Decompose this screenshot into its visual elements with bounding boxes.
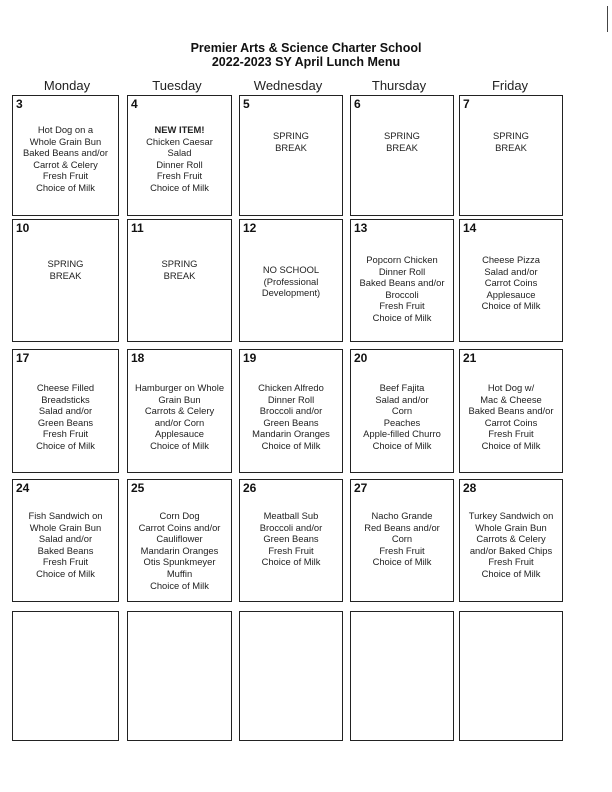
day-cell — [127, 95, 232, 216]
menu-items — [353, 510, 451, 568]
menu-line: Whole Grain Bun — [475, 521, 547, 533]
menu-line: Choice of Milk — [372, 311, 432, 323]
day-header-thursday: Thursday — [371, 78, 427, 93]
menu-line: Muffin — [166, 567, 193, 579]
menu-line: Choice of Milk — [36, 567, 95, 579]
menu-items — [130, 382, 229, 452]
menu-line: Choice of Milk — [150, 579, 209, 591]
day-cell — [239, 349, 343, 473]
day-cell — [239, 219, 343, 342]
menu-line: Carrot Coins and/or — [138, 521, 221, 533]
day-cell — [350, 95, 454, 216]
day-cell — [12, 219, 119, 342]
menu-line: BREAK — [495, 141, 527, 153]
menu-line: Corn — [391, 533, 413, 545]
menu-line: Carrots & Celery — [144, 405, 215, 417]
menu-items — [353, 130, 451, 153]
school-name: Premier Arts & Science Charter School — [190, 41, 422, 55]
menu-line: Fish Sandwich on — [28, 510, 103, 521]
day-number: 17 — [16, 351, 30, 365]
day-cell — [350, 479, 454, 602]
day-header-friday: Friday — [491, 78, 529, 93]
menu-line: SPRING — [384, 130, 420, 141]
menu-line: Choice of Milk — [372, 556, 432, 568]
day-number: 14 — [463, 221, 477, 235]
menu-line: Salad and/or — [484, 265, 538, 277]
menu-line: Fresh Fruit — [42, 170, 89, 182]
day-number: 13 — [354, 221, 368, 235]
day-cell — [12, 611, 119, 741]
menu-line: Breadsticks — [41, 393, 90, 405]
menu-line: Baked Beans and/or — [359, 277, 445, 289]
menu-line: Turkey Sandwich on — [468, 510, 554, 521]
menu-line: BREAK — [275, 141, 307, 153]
menu-line: Choice of Milk — [150, 181, 209, 193]
menu-line: (Professional — [263, 275, 319, 287]
menu-line: BREAK — [386, 141, 418, 153]
menu-line: Dinner Roll — [378, 265, 426, 277]
menu-line: Whole Grain Bun — [29, 521, 102, 533]
day-number: 21 — [463, 351, 477, 365]
day-number: 12 — [243, 221, 257, 235]
menu-line: and/or Baked Chips — [469, 544, 553, 556]
menu-line: Hamburger on Whole — [134, 382, 225, 393]
menu-line: and/or Corn — [154, 416, 205, 428]
day-cell — [127, 479, 232, 602]
menu-line: Carrot Coins — [484, 277, 538, 289]
menu-line: Dinner Roll — [267, 393, 315, 405]
day-header-monday: Monday — [43, 78, 91, 93]
menu-line: Broccoli and/or — [259, 405, 323, 417]
day-number: 7 — [463, 97, 470, 111]
menu-items — [242, 130, 340, 153]
menu-line: Red Beans and/or — [364, 521, 440, 533]
menu-line: Fresh Fruit — [379, 544, 425, 556]
menu-line: Chicken Caesar — [146, 135, 213, 147]
day-number: 18 — [131, 351, 145, 365]
day-cell — [12, 479, 119, 602]
menu-line: Fresh Fruit — [156, 170, 203, 182]
menu-line: Popcorn Chicken — [366, 254, 438, 265]
menu-line: Cheese Filled — [36, 382, 95, 393]
menu-items — [242, 264, 340, 299]
menu-line: Carrots & Celery — [476, 533, 546, 545]
day-number: 6 — [354, 97, 361, 111]
day-number: 5 — [243, 97, 250, 111]
menu-line: Salad and/or — [375, 393, 429, 405]
menu-items — [130, 510, 229, 591]
menu-line: Green Beans — [263, 416, 319, 428]
day-cell — [459, 349, 563, 473]
menu-line: Green Beans — [263, 533, 319, 545]
menu-line: Corn Dog — [159, 510, 200, 521]
menu-line: Whole Grain Bun — [29, 135, 102, 147]
menu-line: Choice of Milk — [150, 439, 209, 451]
menu-line: BREAK — [49, 269, 82, 281]
menu-items — [15, 124, 116, 194]
menu-line: Grain Bun — [158, 393, 201, 405]
menu-line: Mandarin Oranges — [252, 428, 330, 440]
menu-line: Nacho Grande — [371, 510, 433, 521]
menu-line: SPRING — [161, 258, 198, 269]
menu-line: Baked Beans and/or — [23, 147, 108, 159]
day-cell — [350, 611, 454, 741]
menu-line: Salad and/or — [38, 405, 93, 417]
menu-items — [462, 254, 560, 312]
menu-line: Mandarin Oranges — [140, 544, 219, 556]
day-cell — [127, 349, 232, 473]
menu-items — [130, 124, 229, 194]
menu-line: Corn — [391, 405, 413, 417]
day-cell — [459, 479, 563, 602]
menu-items — [15, 510, 116, 580]
menu-line: Fresh Fruit — [379, 300, 425, 312]
menu-line: Choice of Milk — [481, 300, 541, 312]
menu-line: Hot Dog on a — [37, 124, 94, 135]
menu-items — [130, 258, 229, 281]
day-number: 27 — [354, 481, 368, 495]
menu-line: Choice of Milk — [36, 439, 95, 451]
menu-title: 2022-2023 SY April Lunch Menu — [211, 55, 401, 69]
menu-line: Applesauce — [155, 428, 204, 440]
scan-edge-mark — [607, 6, 608, 32]
menu-line: Choice of Milk — [481, 567, 541, 579]
menu-items — [353, 382, 451, 452]
menu-line: Carrot Coins — [484, 416, 538, 428]
day-cell — [350, 349, 454, 473]
menu-items — [15, 258, 116, 281]
menu-line: SPRING — [47, 258, 84, 269]
menu-line: Peaches — [383, 416, 421, 428]
menu-line: Chicken Alfredo — [258, 382, 324, 393]
day-header-wednesday: Wednesday — [253, 78, 323, 93]
menu-items — [15, 382, 116, 452]
day-cell — [239, 95, 343, 216]
day-cell — [459, 611, 563, 741]
day-cell — [459, 95, 563, 216]
day-cell — [239, 479, 343, 602]
menu-line: Fresh Fruit — [488, 428, 534, 440]
menu-line: Dinner Roll — [156, 158, 203, 170]
menu-line: Cauliflower — [156, 533, 203, 545]
menu-line: Green Beans — [37, 416, 94, 428]
menu-line: Choice of Milk — [36, 181, 95, 193]
menu-line: Hot Dog w/ — [487, 382, 535, 393]
menu-line: Salad and/or — [38, 533, 93, 545]
menu-line: Meatball Sub — [263, 510, 319, 521]
menu-line: Choice of Milk — [481, 439, 541, 451]
day-number: 20 — [354, 351, 368, 365]
menu-line: Fresh Fruit — [488, 556, 534, 568]
menu-line: Baked Beans and/or — [468, 405, 554, 417]
day-number: 11 — [131, 221, 144, 235]
menu-line: Applesauce — [486, 288, 536, 300]
day-cell — [459, 219, 563, 342]
menu-line: Apple-filled Churro — [363, 428, 441, 440]
menu-line: BREAK — [163, 269, 196, 281]
menu-line: Beef Fajita — [379, 382, 425, 393]
menu-items — [462, 510, 560, 580]
menu-line: SPRING — [273, 130, 309, 141]
menu-line: NO SCHOOL — [262, 264, 320, 275]
day-number: 4 — [131, 97, 138, 111]
menu-line: Development) — [261, 287, 321, 299]
day-number: 3 — [16, 97, 23, 111]
menu-line: Salad — [167, 147, 192, 159]
menu-line: Broccoli — [385, 288, 419, 300]
day-number: 10 — [16, 221, 30, 235]
menu-line: Choice of Milk — [261, 556, 321, 568]
menu-line: Otis Spunkmeyer — [143, 556, 216, 568]
menu-items — [462, 130, 560, 153]
day-cell — [12, 95, 119, 216]
new-item-label: NEW ITEM! — [154, 124, 205, 135]
day-cell — [239, 611, 343, 741]
menu-items — [353, 254, 451, 324]
day-cell — [127, 611, 232, 741]
day-header-tuesday: Tuesday — [152, 78, 202, 93]
menu-items — [462, 382, 560, 452]
day-cell — [350, 219, 454, 342]
menu-line: Broccoli and/or — [259, 521, 323, 533]
menu-line: Cheese Pizza — [482, 254, 540, 265]
menu-line: Choice of Milk — [261, 439, 321, 451]
menu-line: Baked Beans — [37, 544, 94, 556]
menu-items — [242, 510, 340, 568]
day-number: 24 — [16, 481, 30, 495]
menu-line: SPRING — [493, 130, 529, 141]
menu-line: Choice of Milk — [372, 439, 432, 451]
day-cell — [12, 349, 119, 473]
menu-line: Mac & Cheese — [480, 393, 542, 405]
day-number: 19 — [243, 351, 257, 365]
day-number: 26 — [243, 481, 257, 495]
day-cell — [127, 219, 232, 342]
menu-line: Fresh Fruit — [42, 428, 89, 440]
day-number: 28 — [463, 481, 477, 495]
menu-line: Fresh Fruit — [268, 544, 314, 556]
menu-line: Fresh Fruit — [42, 556, 89, 568]
menu-items — [242, 382, 340, 452]
day-number: 25 — [131, 481, 145, 495]
menu-line: Carrot & Celery — [33, 158, 98, 170]
